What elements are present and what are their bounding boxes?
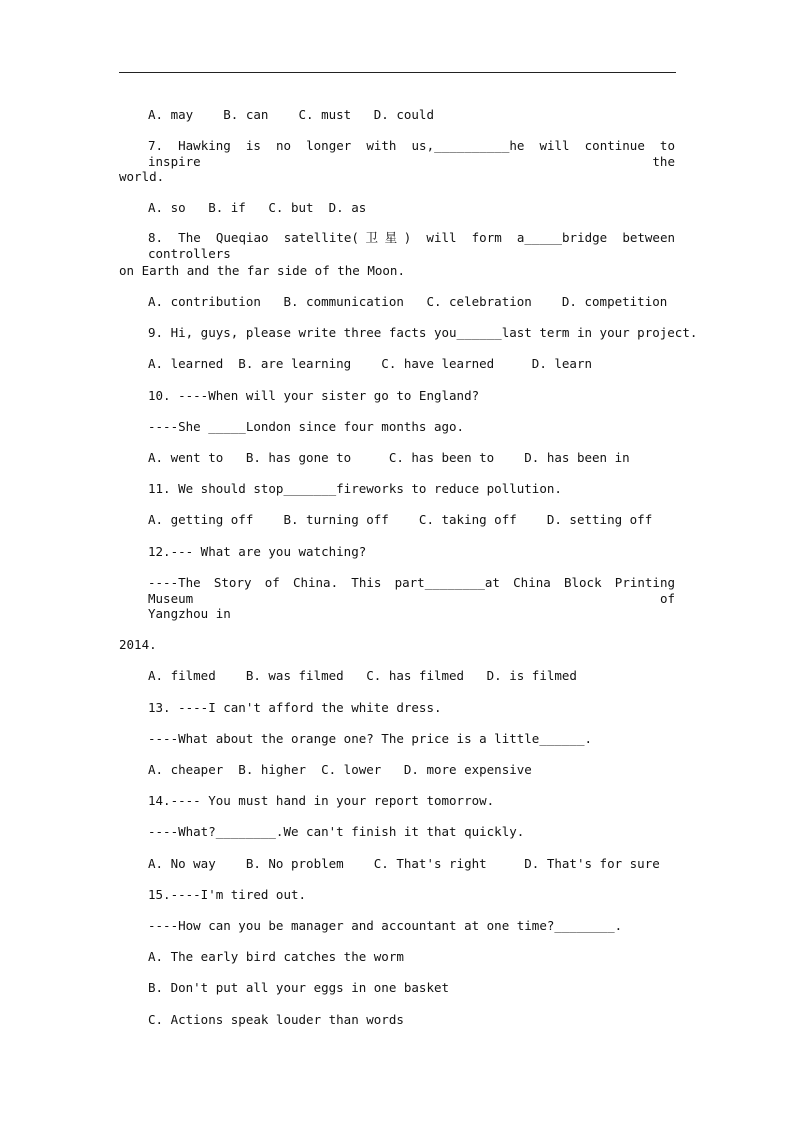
q8-stem-line1: 8. The Queqiao satellite(卫星) will form a_____bridge between controllers xyxy=(148,230,675,261)
q12-line1: 12.--- What are you watching? xyxy=(148,544,367,559)
q15-option-a: A. The early bird catches the worm xyxy=(148,949,404,964)
q7-stem-line2: world. xyxy=(119,169,165,184)
q10-line2: ----She _____London since four months ago. xyxy=(148,419,465,434)
q15-option-c: C. Actions speak louder than words xyxy=(148,1012,404,1027)
header-rule xyxy=(119,72,676,73)
q8-stem-line2: on Earth and the far side of the Moon. xyxy=(119,263,405,278)
q8-options: A. contribution B. communication C. celebration D. competition xyxy=(148,294,668,309)
q15-option-b: B. Don't put all your eggs in one basket xyxy=(148,980,450,995)
q15-line1: 15.----I'm tired out. xyxy=(148,887,307,902)
q12-line3: Yangzhou in xyxy=(148,606,231,621)
q14-options: A. No way B. No problem C. That's right D. That's for sure xyxy=(148,856,660,871)
q13-line2: ----What about the orange one? The price is a little______. xyxy=(148,731,593,746)
q10-line1: 10. ----When will your sister go to England? xyxy=(148,388,480,403)
q14-line2: ----What?________.We can't finish it that quickly. xyxy=(148,824,525,839)
q7-stem-line1: 7. Hawking is no longer with us,__________he will continue to inspire the xyxy=(148,138,675,169)
q11-options: A. getting off B. turning off C. taking off D. setting off xyxy=(148,512,653,527)
q7-options: A. so B. if C. but D. as xyxy=(148,200,367,215)
q12-options: A. filmed B. was filmed C. has filmed D. is filmed xyxy=(148,668,577,683)
q12-line4: 2014. xyxy=(119,637,157,652)
q12-line2: ----The Story of China. This part________at China Block Printing Museum of xyxy=(148,575,675,606)
q9-options: A. learned B. are learning C. have learned D. learn xyxy=(148,356,593,371)
q11-stem: 11. We should stop_______fireworks to reduce pollution. xyxy=(148,481,562,496)
q14-line1: 14.---- You must hand in your report tomorrow. xyxy=(148,793,495,808)
q13-options: A. cheaper B. higher C. lower D. more expensive xyxy=(148,762,532,777)
q10-options: A. went to B. has gone to C. has been to D. has been in xyxy=(148,450,630,465)
q15-line2: ----How can you be manager and accountant at one time?________. xyxy=(148,918,623,933)
q9-stem: 9. Hi, guys, please write three facts you______last term in your project. xyxy=(148,325,698,340)
q6-options: A. may B. can C. must D. could xyxy=(148,107,434,122)
q13-line1: 13. ----I can't afford the white dress. xyxy=(148,700,442,715)
